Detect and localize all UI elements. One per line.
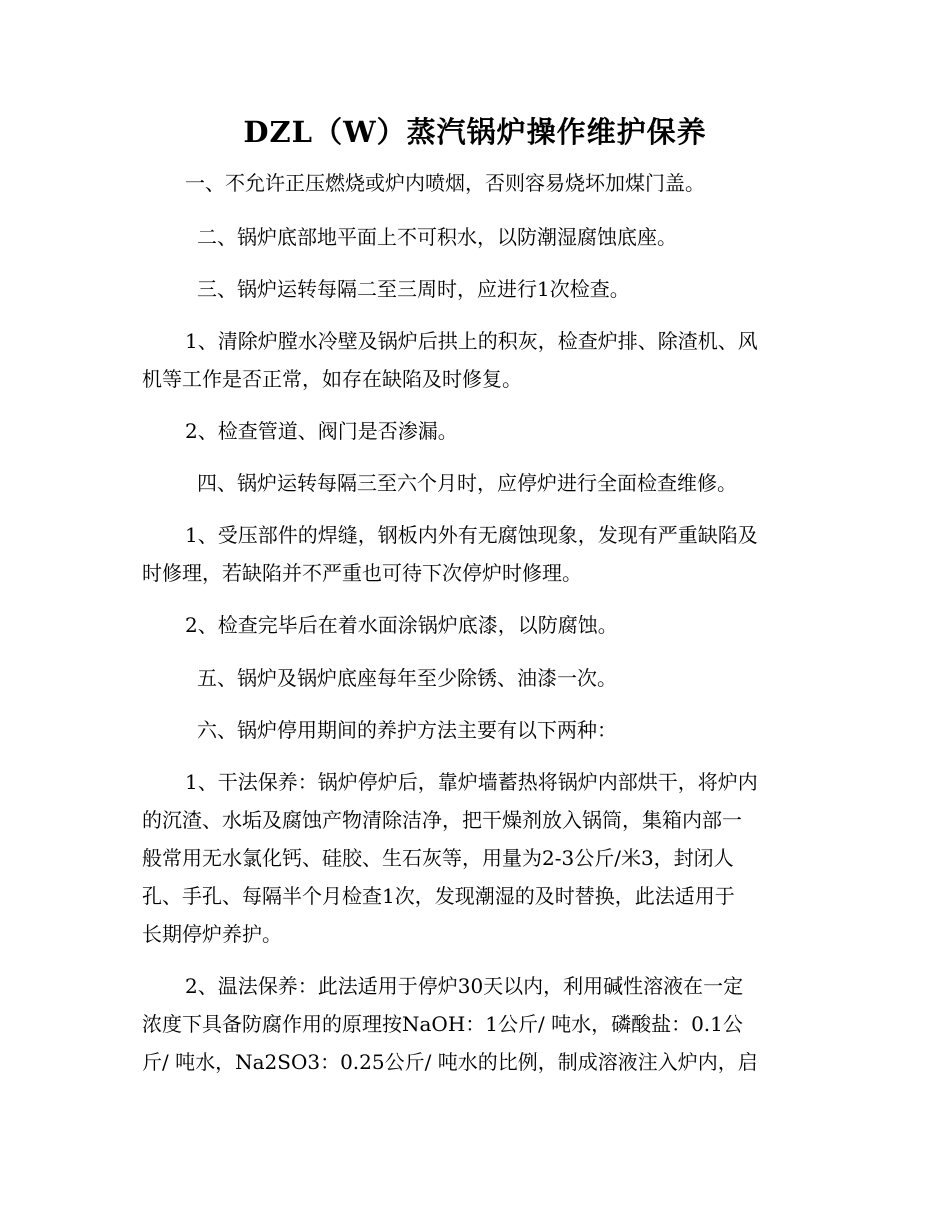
paragraph-line: 2、检查管道、阀门是否渗漏。 — [185, 419, 458, 443]
paragraph-line: 1、清除炉膛水冷壁及锅炉后拱上的积灰，检查炉排、除渣机、风 — [185, 329, 758, 353]
paragraph-line: 二、锅炉底部地平面上不可积水，以防潮湿腐蚀底座。 — [197, 225, 677, 249]
paragraph-line: 机等工作是否正常，如存在缺陷及时修复。 — [142, 367, 522, 391]
paragraph-line: 六、锅炉停用期间的养护方法主要有以下两种： — [197, 718, 617, 742]
paragraph-line: 浓度下具备防腐作用的原理按NaOH：1公斤/ 吨水，磷酸盐：0.1公 — [142, 1012, 743, 1036]
paragraph-line: 2、检查完毕后在着水面涂锅炉底漆，以防腐蚀。 — [185, 613, 618, 637]
document-title: DZL（W）蒸汽锅炉操作维护保养 — [243, 115, 707, 149]
paragraph-line: 孔、手孔、每隔半个月检查1次，发现潮湿的及时替换，此法适用于 — [142, 884, 735, 908]
paragraph-line: 的沉渣、水垢及腐蚀产物清除洁净，把干燥剂放入锅筒，集箱内部一 — [142, 808, 742, 832]
paragraph-line: 2、温法保养：此法适用于停炉30天以内，利用碱性溶液在一定 — [185, 974, 744, 998]
paragraph-line: 长期停炉养护。 — [142, 922, 282, 946]
paragraph-line: 斤/ 吨水，Na2SO3：0.25公斤/ 吨水的比例，制成溶液注入炉内，启 — [142, 1050, 758, 1074]
paragraph-line: 1、干法保养：锅炉停炉后，靠炉墙蓄热将锅炉内部烘干，将炉内 — [185, 770, 758, 794]
paragraph-line: 1、受压部件的焊缝，钢板内外有无腐蚀现象，发现有严重缺陷及 — [185, 523, 758, 547]
paragraph-line: 般常用无水氯化钙、硅胶、生石灰等，用量为2-3公斤/米3，封闭人 — [142, 846, 734, 870]
paragraph-line: 五、锅炉及锅炉底座每年至少除锈、油漆一次。 — [197, 666, 617, 690]
paragraph-line: 时修理，若缺陷并不严重也可待下次停炉时修理。 — [142, 561, 582, 585]
paragraph-line: 一、不允许正压燃烧或炉内喷烟，否则容易烧坏加煤门盖。 — [185, 171, 705, 195]
paragraph-line: 三、锅炉运转每隔二至三周时，应进行1次检查。 — [197, 277, 630, 301]
paragraph-line: 四、锅炉运转每隔三至六个月时，应停炉进行全面检查维修。 — [197, 471, 737, 495]
